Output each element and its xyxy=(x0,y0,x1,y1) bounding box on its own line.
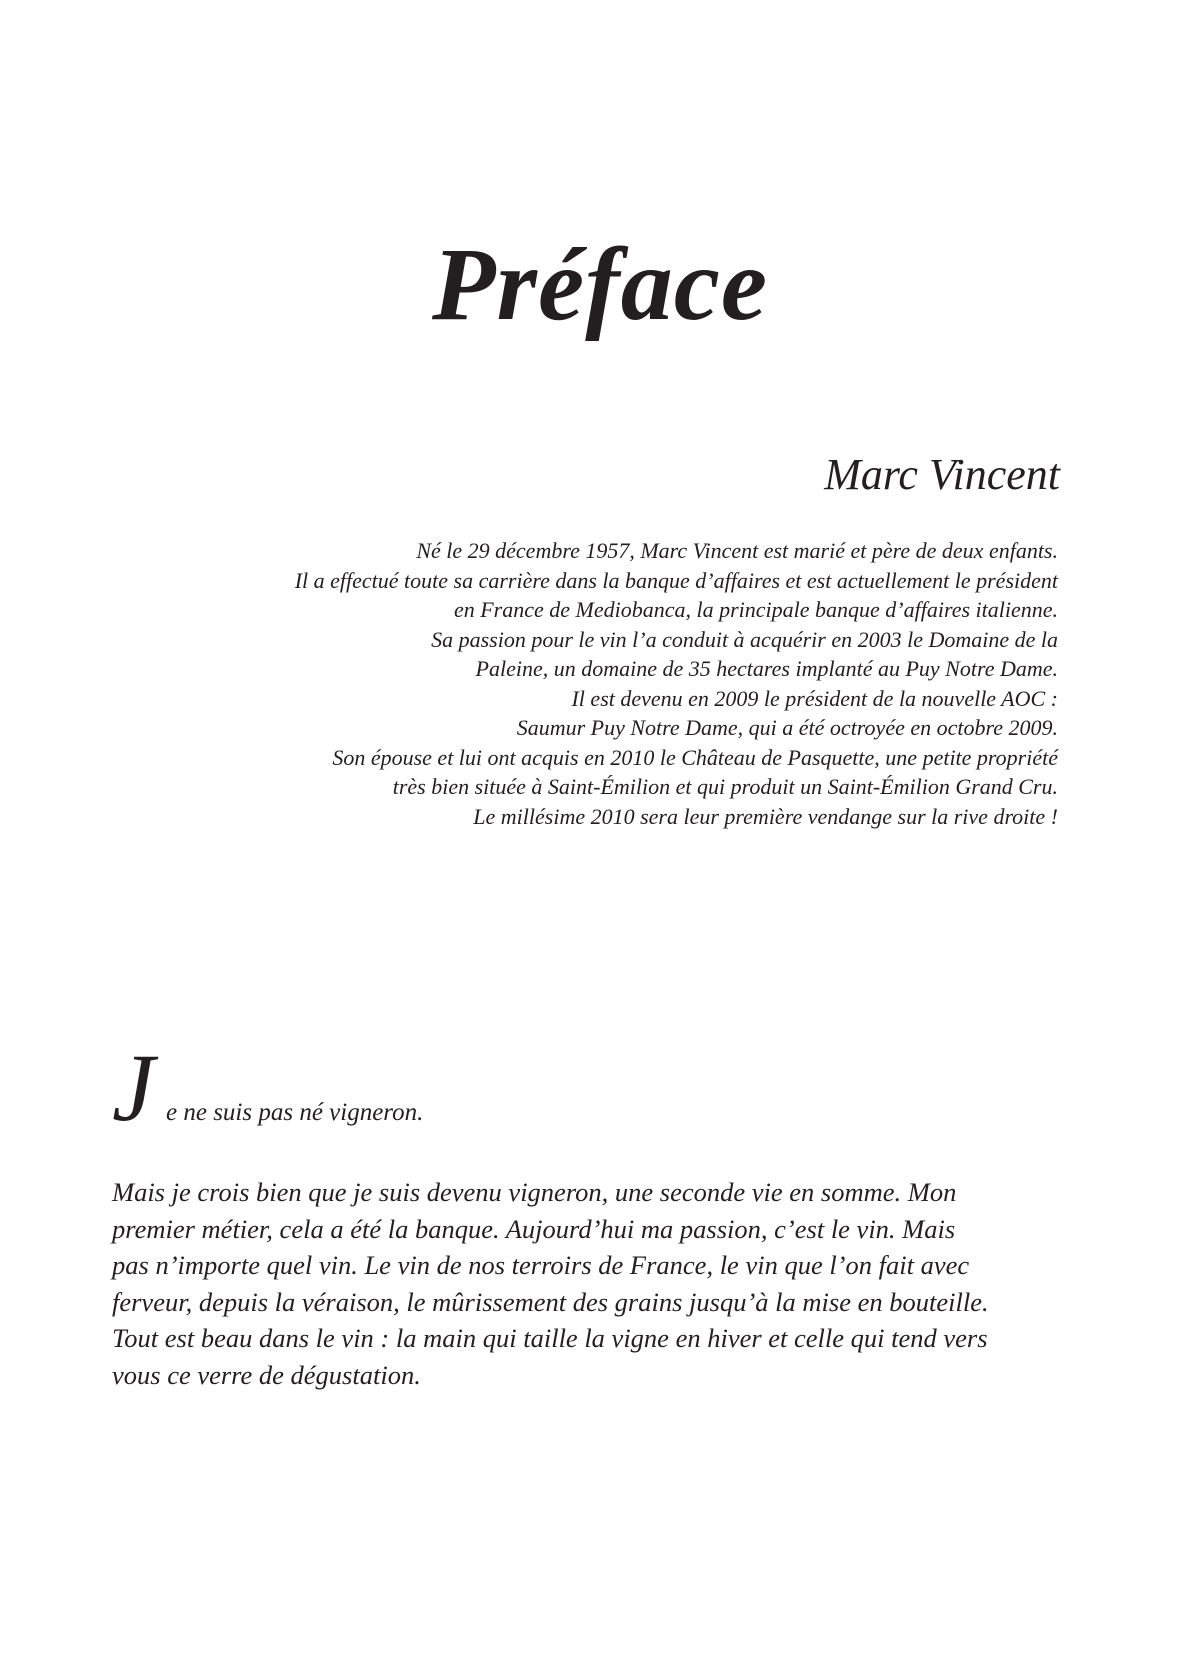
intro-text: e ne suis pas né vigneron. xyxy=(166,1099,424,1126)
bio-line: Né le 29 décembre 1957, Marc Vincent est marié et père de deux enfants. xyxy=(416,538,1058,563)
bio-line: en France de Mediobanca, la principale banque d’affaires italienne. xyxy=(453,597,1058,622)
bio-line: Il est devenu en 2009 le président de la nouvelle AOC : xyxy=(571,685,1058,711)
paragraph-line: Tout est beau dans le vin : la main qui taille la vigne en hiver et celle qui tend vers xyxy=(112,1323,988,1353)
paragraph-line: ferveur, depuis la véraison, le mûrissement des grains jusqu’à la mise en bouteille. xyxy=(112,1286,989,1317)
bio-line: Le millésime 2010 sera leur première vendange sur la rive droite ! xyxy=(473,803,1058,829)
author-biography xyxy=(178,536,1058,831)
page-title: Préface xyxy=(431,226,769,342)
paragraph-line: vous ce verre de dégustation. xyxy=(112,1359,421,1390)
author-name: Marc Vincent xyxy=(824,450,1060,499)
paragraph-line: pas n’importe quel vin. Le vin de nos terroirs de France, le vin que l’on fait avec xyxy=(112,1250,970,1280)
paragraph-line: Mais je crois bien que je suis devenu vigneron, une seconde vie en somme. Mon xyxy=(112,1177,957,1207)
body-paragraph xyxy=(112,1174,1052,1393)
paragraph-line: premier métier, cela a été la banque. Aujourd’hui ma passion, c’est le vin. Mais xyxy=(112,1213,956,1244)
bio-line: très bien située à Saint-Émilion et qui produit un Saint-Émilion Grand Cru. xyxy=(392,774,1058,799)
bio-line: Sa passion pour le vin l’a conduit à acquérir en 2003 le Domaine de la xyxy=(431,626,1058,652)
drop-cap: J xyxy=(112,1034,155,1141)
bio-line: Paleine, un domaine de 35 hectares implanté au Puy Notre Dame. xyxy=(475,656,1058,681)
bio-line: Saumur Puy Notre Dame, qui a été octroyée en octobre 2009. xyxy=(516,715,1058,740)
bio-line: Son épouse et lui ont acquis en 2010 le Château de Pasquette, une petite propriété xyxy=(332,744,1058,770)
intro-sentence xyxy=(112,1034,1052,1141)
bio-line: Il a effectué toute sa carrière dans la banque d’affaires et est actuellement le président xyxy=(294,567,1058,593)
